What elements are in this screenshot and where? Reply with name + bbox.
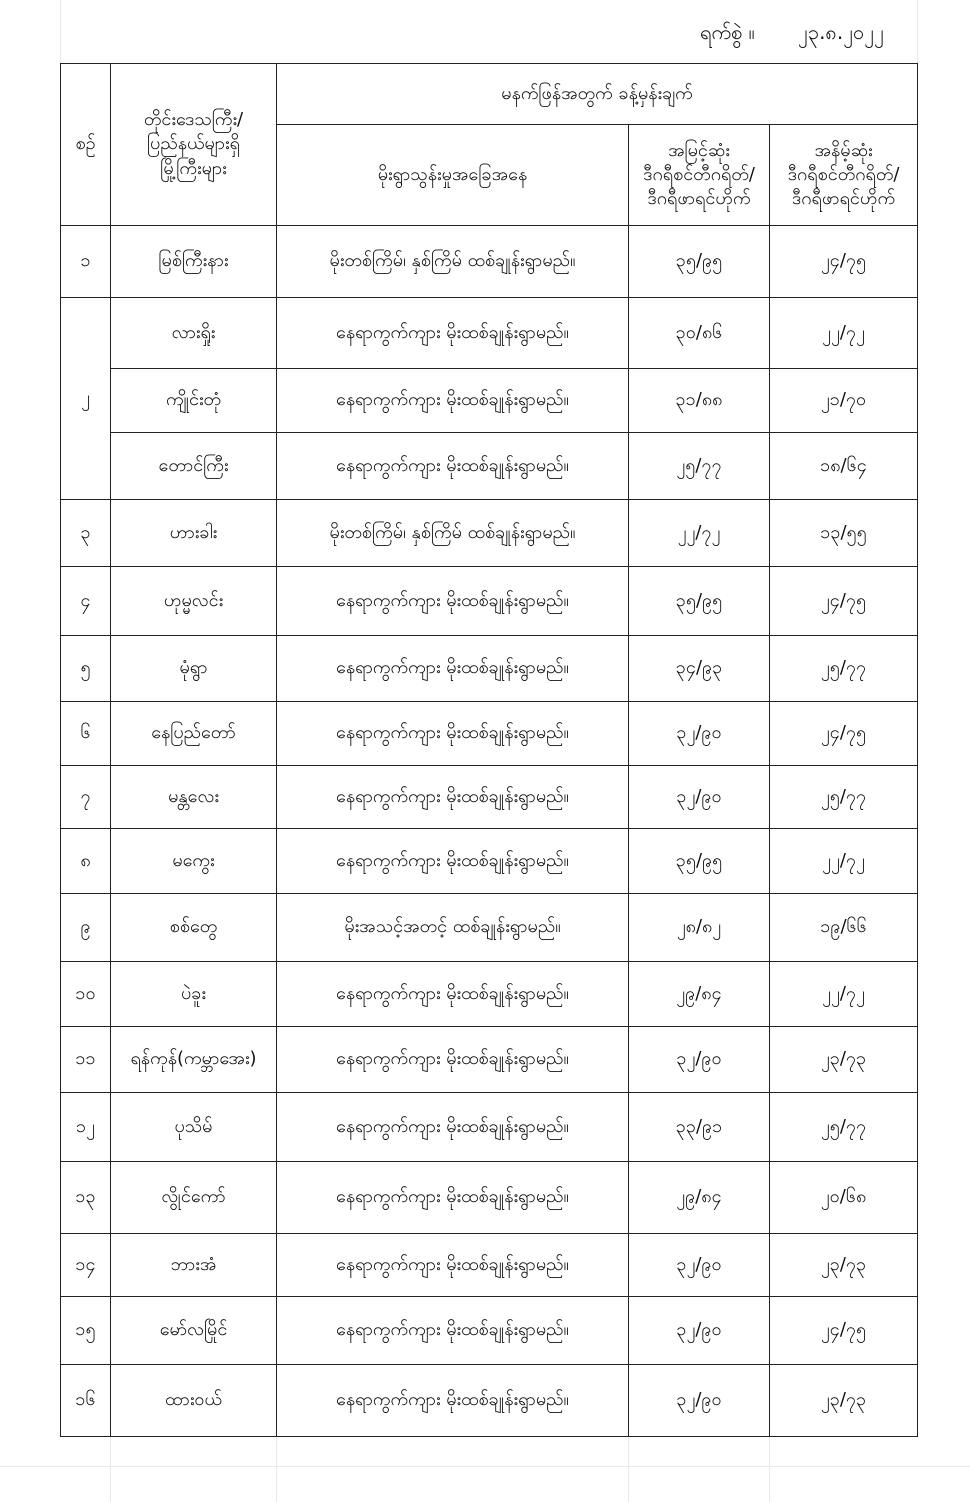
rain-condition: နေရာကွက်ကျား မိုးထစ်ချုန်းရွာမည်။: [277, 1093, 629, 1162]
max-temp: ၃၃/၉၁: [629, 1093, 770, 1162]
header-serial-no: စဉ်: [61, 64, 111, 226]
city-name: မန္တလေး: [111, 766, 277, 829]
serial-no: ၃: [61, 500, 111, 567]
min-temp: ၂၄/၇၅: [770, 1297, 918, 1365]
header-rain-condition: မိုးရွာသွန်းမှုအခြေအနေ: [277, 125, 629, 226]
min-temp: ၂၁/၇၀: [770, 369, 918, 433]
min-temp: ၂၂/၇၂: [770, 829, 918, 894]
rain-condition: နေရာကွက်ကျား မိုးထစ်ချုန်းရွာမည်။: [277, 1297, 629, 1365]
rain-condition: နေရာကွက်ကျား မိုးထစ်ချုန်းရွာမည်။: [277, 567, 629, 636]
table-row: [61, 766, 918, 829]
serial-no: ၁၅: [61, 1297, 111, 1365]
ghost-line: [0, 1466, 970, 1467]
rain-condition: မိုးအသင့်အတင့် ထစ်ချုန်းရွာမည်။: [277, 894, 629, 962]
max-temp: ၃၄/၉၃: [629, 636, 770, 702]
min-temp: ၂၃/၇၃: [770, 1365, 918, 1437]
min-temp: ၂၃/၇၃: [770, 1234, 918, 1297]
max-temp: ၂၈/၈၂: [629, 894, 770, 962]
rain-condition: နေရာကွက်ကျား မိုးထစ်ချုန်းရွာမည်။: [277, 962, 629, 1027]
weather-forecast-table: [60, 63, 918, 1437]
max-temp: ၃၂/၉၀: [629, 766, 770, 829]
serial-no: ၇: [61, 766, 111, 829]
table-row: [61, 298, 918, 369]
min-temp: ၁၉/၆၆: [770, 894, 918, 962]
min-temp: ၁၈/၆၄: [770, 433, 918, 500]
rain-condition: နေရာကွက်ကျား မိုးထစ်ချုန်းရွာမည်။: [277, 702, 629, 766]
table-row: [61, 567, 918, 636]
date-value: ၂၃.၈.၂၀၂၂: [798, 20, 884, 44]
min-temp: ၂၀/၆၈: [770, 1162, 918, 1234]
min-temp: ၁၃/၅၅: [770, 500, 918, 567]
ghost-line: [276, 1436, 277, 1502]
max-temp: ၃၂/၉၀: [629, 1234, 770, 1297]
ghost-line: [110, 1436, 111, 1502]
table-row: [61, 1162, 918, 1234]
city-name: ထားဝယ်: [111, 1365, 277, 1437]
max-temp: ၃၅/၉၅: [629, 226, 770, 298]
serial-no: ၈: [61, 829, 111, 894]
rain-condition: နေရာကွက်ကျား မိုးထစ်ချုန်းရွာမည်။: [277, 636, 629, 702]
ghost-line: [628, 1436, 629, 1502]
date-label: ရက်စွဲ ။: [700, 20, 755, 44]
rain-condition: နေရာကွက်ကျား မိုးထစ်ချုန်းရွာမည်။: [277, 1162, 629, 1234]
table-row: [61, 1297, 918, 1365]
table-row: [61, 636, 918, 702]
city-name: စစ်တွေ: [111, 894, 277, 962]
serial-no: ၉: [61, 894, 111, 962]
max-temp: ၃၂/၉၀: [629, 1027, 770, 1093]
table-row: [61, 369, 918, 433]
max-temp: ၂၅/၇၇: [629, 433, 770, 500]
table-row: [61, 894, 918, 962]
min-temp: ၂၅/၇၇: [770, 1093, 918, 1162]
city-name: တောင်ကြီး: [111, 433, 277, 500]
rain-condition: နေရာကွက်ကျား မိုးထစ်ချုန်းရွာမည်။: [277, 766, 629, 829]
city-name: လွိုင်ကော်: [111, 1162, 277, 1234]
city-name: ရန်ကုန်(ကမ္ဘာအေး): [111, 1027, 277, 1093]
table-row: [61, 1234, 918, 1297]
max-temp: ၃၂/၉၀: [629, 1297, 770, 1365]
table-row: [61, 1365, 918, 1437]
min-temp: ၂၄/၇၅: [770, 226, 918, 298]
max-temp: ၃၅/၉၅: [629, 567, 770, 636]
document-date: [700, 14, 920, 54]
serial-no: ၆: [61, 702, 111, 766]
city-name: ပဲခူး: [111, 962, 277, 1027]
min-temp: ၂၄/၇၅: [770, 567, 918, 636]
rain-condition: နေရာကွက်ကျား မိုးထစ်ချုန်းရွာမည်။: [277, 1234, 629, 1297]
city-name: ဘားအံ: [111, 1234, 277, 1297]
rain-condition: မိုးတစ်ကြိမ်၊ နှစ်ကြိမ် ထစ်ချုန်းရွာမည်။: [277, 226, 629, 298]
max-temp: ၃၅/၉၅: [629, 829, 770, 894]
rain-condition: နေရာကွက်ကျား မိုးထစ်ချုန်းရွာမည်။: [277, 433, 629, 500]
serial-no: ၅: [61, 636, 111, 702]
header-min-temp: အနိမ့်ဆုံး ဒီဂရီစင်တီဂရိတ်/ ဒီဂရီဖာရင်ဟိုက်: [770, 125, 918, 226]
min-temp: ၂၂/၇၂: [770, 962, 918, 1027]
serial-no: ၁၆: [61, 1365, 111, 1437]
table-row: [61, 500, 918, 567]
rain-condition: နေရာကွက်ကျား မိုးထစ်ချုန်းရွာမည်။: [277, 369, 629, 433]
serial-no: ၂: [61, 298, 111, 500]
max-temp: ၃၂/၉၀: [629, 1365, 770, 1437]
rain-condition: နေရာကွက်ကျား မိုးထစ်ချုန်းရွာမည်။: [277, 829, 629, 894]
ghost-line: [769, 1436, 770, 1502]
header-max-temp: အမြင့်ဆုံး ဒီဂရီစင်တီဂရိတ်/ ဒီဂရီဖာရင်ဟိုက်: [629, 125, 770, 226]
serial-no: ၁၂: [61, 1093, 111, 1162]
min-temp: ၂၂/၇၂: [770, 298, 918, 369]
city-name: မြစ်ကြီးနား: [111, 226, 277, 298]
serial-no: ၄: [61, 567, 111, 636]
city-name: လားရှိုး: [111, 298, 277, 369]
rain-condition: နေရာကွက်ကျား မိုးထစ်ချုန်းရွာမည်။: [277, 298, 629, 369]
city-name: ကျိုင်းတုံ: [111, 369, 277, 433]
city-name: ပုသိမ်: [111, 1093, 277, 1162]
header-city: တိုင်းဒေသကြီး/ ပြည်နယ်များရှိ မြို့ကြီးများ: [111, 64, 277, 226]
table-row: [61, 702, 918, 766]
table-row: [61, 226, 918, 298]
city-name: နေပြည်တော်: [111, 702, 277, 766]
serial-no: ၁၀: [61, 962, 111, 1027]
city-name: မုံရွာ: [111, 636, 277, 702]
min-temp: ၂၅/၇၇: [770, 766, 918, 829]
min-temp: ၂၄/၇၅: [770, 702, 918, 766]
max-temp: ၂၉/၈၄: [629, 962, 770, 1027]
rain-condition: နေရာကွက်ကျား မိုးထစ်ချုန်းရွာမည်။: [277, 1027, 629, 1093]
serial-no: ၁: [61, 226, 111, 298]
max-temp: ၃၂/၉၀: [629, 702, 770, 766]
header-forecast-group: မနက်ဖြန်အတွက် ခန့်မှန်းချက်: [277, 64, 918, 125]
rain-condition: မိုးတစ်ကြိမ်၊ နှစ်ကြိမ် ထစ်ချုန်းရွာမည်။: [277, 500, 629, 567]
max-temp: ၂၉/၈၄: [629, 1162, 770, 1234]
table-row: [61, 962, 918, 1027]
city-name: ဟားခါး: [111, 500, 277, 567]
table-row: [61, 1027, 918, 1093]
table-row: [61, 433, 918, 500]
serial-no: ၁၃: [61, 1162, 111, 1234]
city-name: မော်လမြိုင်: [111, 1297, 277, 1365]
ghost-line: [60, 0, 61, 63]
city-name: မကွေး: [111, 829, 277, 894]
table-row: [61, 829, 918, 894]
max-temp: ၃၀/၈၆: [629, 298, 770, 369]
table-row: [61, 1093, 918, 1162]
max-temp: ၃၁/၈၈: [629, 369, 770, 433]
serial-no: ၁၁: [61, 1027, 111, 1093]
min-temp: ၂၅/၇၇: [770, 636, 918, 702]
rain-condition: နေရာကွက်ကျား မိုးထစ်ချုန်းရွာမည်။: [277, 1365, 629, 1437]
city-name: ဟုမ္မလင်း: [111, 567, 277, 636]
max-temp: ၂၂/၇၂: [629, 500, 770, 567]
min-temp: ၂၃/၇၃: [770, 1027, 918, 1093]
serial-no: ၁၄: [61, 1234, 111, 1297]
